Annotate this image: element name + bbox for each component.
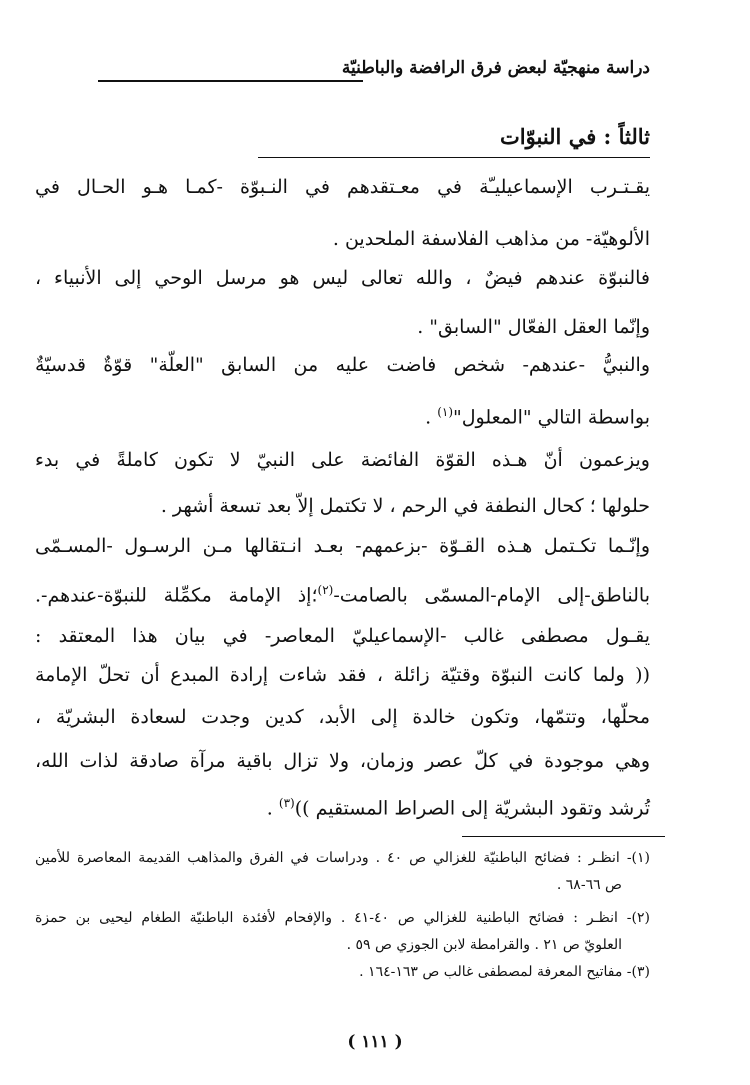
body-line xyxy=(35,788,650,823)
header-rule xyxy=(98,80,363,82)
body-line-text: بواسطة التالي "المعلول" xyxy=(453,406,650,429)
body-line: محلّها، وتتمّها، وتكون خالدة إلى الأبد، كدين وجدت لسعادة البشريّة ، xyxy=(35,706,650,728)
body-line-text: بالناطق-إلى الإمام-المسمّى بالصامت- xyxy=(333,584,650,607)
body-line-tail: . xyxy=(425,406,438,429)
footnote-1-continuation: ص ٦٦-٦٨ . xyxy=(556,877,622,893)
body-line: فالنبوّة عندهم فيضٌ ، والله تعالى ليس هو مرسل الوحي إلى الأنبياء ، xyxy=(35,267,650,289)
body-line: يقـول مصطفى غالب -الإسماعيليّ المعاصر- في بيان هذا المعتقد : xyxy=(35,625,650,647)
body-line-text: تُرشد وتقود البشريّة إلى الصراط المستقيم )) xyxy=(294,797,650,820)
section-title-text: ثالثاً : في النبوّات xyxy=(500,124,650,149)
body-line-tail: ؛إذ الإمامة مكمِّلة للنبوّة-عندهم-. xyxy=(35,584,318,607)
body-line: والنبيُّ -عندهم- شخص فاضت عليه من السابق "العلّة" قوّةٌ قدسيّةٌ xyxy=(35,354,650,376)
page-number: ( ١١١ ) xyxy=(347,1032,403,1052)
body-line: ويزعمون أنّ هـذه القوّة الفائضة على النبيّ لا تكون كاملةً في بدء xyxy=(35,449,650,471)
body-line-tail: . xyxy=(266,797,279,820)
body-line: وإنّـما تكـتمل هـذه القـوّة -بزعمهم- بعـد انـتقالها مـن الرسـول -المسـمّى xyxy=(35,535,650,557)
body-line: الألوهيّة- من مذاهب الفلاسفة الملحدين . xyxy=(332,228,650,250)
body-line: حلولها ؛ كحال النطفة في الرحم ، لا تكتمل إلاّ بعد تسعة أشهر . xyxy=(160,495,650,517)
footnote-1: (١)- انظـر : فضائح الباطنيّة للغزالي ص ٤٠ . ودراسات في الفرق والمذاهب القديمة المعاصرة للأمين xyxy=(35,850,651,866)
body-line: وإنّما العقل الفعّال "السابق" . xyxy=(417,316,650,338)
footnote-2-continuation: العلويّ ص ٢١ . والقرامطة لابن الجوزي ص ٥٩ . xyxy=(346,937,622,953)
footnote-ref: (٢) xyxy=(317,583,334,597)
body-line xyxy=(35,575,650,610)
footnote-separator xyxy=(462,836,665,837)
running-header: دراسة منهجيّة لبعض فرق الرافضة والباطنيّة xyxy=(341,58,650,78)
body-line: وهي موجودة في كلّ عصر وزمان، ولا تزال باقية مرآة صادقة لذات الله، xyxy=(35,750,650,772)
footnote-ref: (٣) xyxy=(278,796,295,810)
footnote-ref: (١) xyxy=(437,405,454,419)
footnote-3: (٣)- مفاتيح المعرفة لمصطفى غالب ص ١٦٣-١٦٤ . xyxy=(359,964,650,980)
body-line xyxy=(35,397,650,432)
body-line: يقـتـرب الإسماعيليـّة في معـتقدهم في النـبوّة -كمـا هـو الحـال في xyxy=(35,176,650,198)
section-title xyxy=(500,124,650,149)
footnote-2: (٢)- انظـر : فضائح الباطنية للغزالي ص ٤٠-٤١ . والإفحام لأفئدة الباطنيّة الطغام ليحيى بن حمزة xyxy=(35,910,650,926)
section-title-underline xyxy=(258,157,650,158)
body-line: (( ولما كانت النبوّة وقتيّة زائلة ، فقد شاءت إرادة المبدع أن تحلّ الإمامة xyxy=(35,664,650,686)
